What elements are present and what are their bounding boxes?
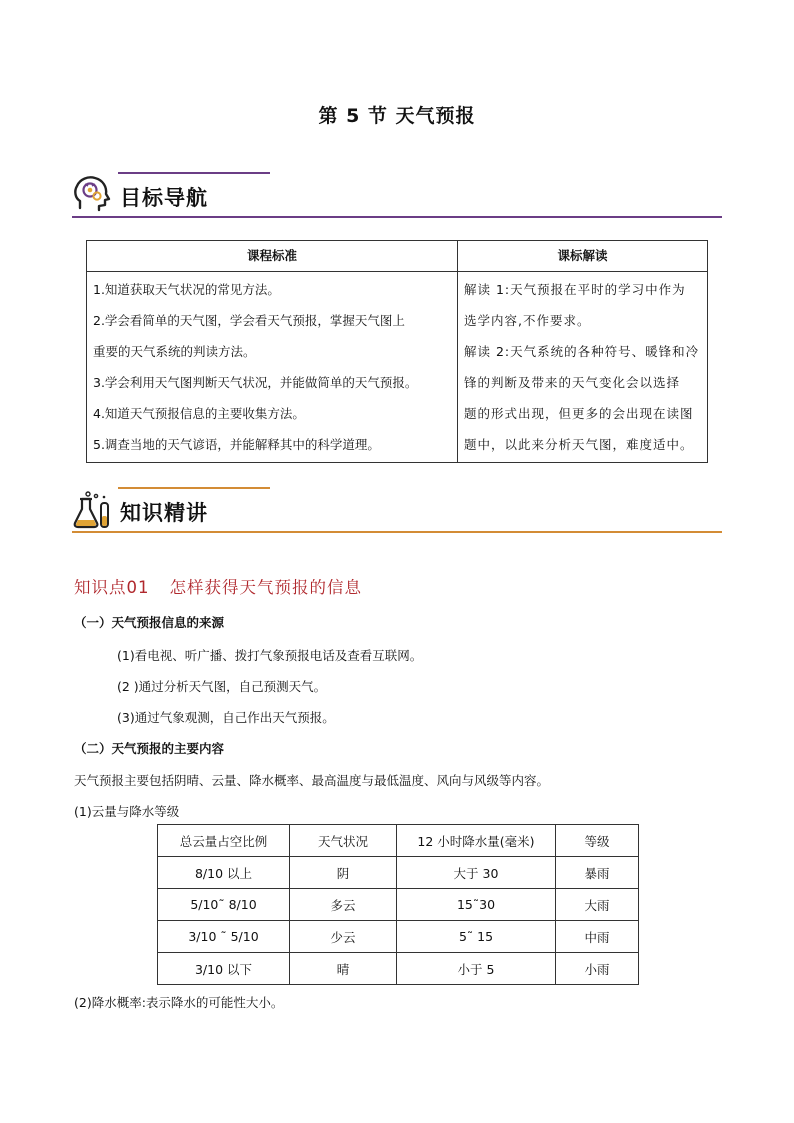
lab-flasks-icon: [72, 489, 112, 529]
table-row: [158, 889, 639, 921]
table-header-cell: 天气状况: [290, 825, 397, 857]
table-row: [158, 857, 639, 889]
table-header-cell: 课标解读: [458, 241, 708, 272]
subheading-content: （二）天气预报的主要内容: [74, 741, 225, 756]
table-cell: 少云: [290, 921, 397, 953]
standard-line: 3.学会利用天气图判断天气状况，并能做简单的天气预报。: [93, 375, 418, 390]
table-cell: 中雨: [556, 921, 639, 953]
section-header-knowledge: [72, 487, 722, 533]
section-top-rule: [118, 172, 270, 174]
table-header-cell: 课程标准: [87, 241, 458, 272]
standard-line: 2.学会看简单的天气图，学会看天气预报，掌握天气图上: [93, 313, 405, 328]
interpretation-line: 解读 1:天气预报在平时的学习中作为: [464, 282, 686, 297]
section-bottom-rule: [72, 531, 722, 533]
section-label: 知识精讲: [120, 501, 208, 525]
list-item: (2 )通过分析天气图，自己预测天气。: [117, 679, 327, 694]
table-cell: 15˜30: [397, 889, 556, 921]
paragraph: (2)降水概率:表示降水的可能性大小。: [74, 995, 284, 1010]
knowledge-point-title: [74, 574, 362, 598]
subheading-sources: （一）天气预报信息的来源: [74, 615, 225, 630]
table-cell: 阴: [290, 857, 397, 889]
table-cell: 3/10 以下: [158, 953, 290, 985]
list-item: (3)通过气象观测，自己作出天气预报。: [117, 710, 335, 725]
interpretation-line: 题中，以此来分析天气图，难度适中。: [464, 437, 694, 452]
table-cell: 多云: [290, 889, 397, 921]
cloud-precipitation-table: [157, 824, 639, 985]
standard-line: 4.知道天气预报信息的主要收集方法。: [93, 406, 305, 421]
section-top-rule: [118, 487, 270, 489]
standards-cell: [87, 272, 458, 463]
table-header-cell: 等级: [556, 825, 639, 857]
section-label: 目标导航: [120, 186, 208, 210]
head-gears-icon: [72, 174, 112, 214]
paragraph: 天气预报主要包括阴晴、云量、降水概率、最高温度与最低温度、风向与风级等内容。: [74, 773, 550, 788]
interpretation-line: 题的形式出现，但更多的会出现在读图: [464, 406, 694, 421]
table-cell: 大雨: [556, 889, 639, 921]
table-cell: 小雨: [556, 953, 639, 985]
section-header-nav: [72, 172, 722, 218]
interpretation-line: 解读 2:天气系统的各种符号、暖锋和冷: [464, 344, 700, 359]
table-cell: 5/10˜ 8/10: [158, 889, 290, 921]
table-header-row: [158, 825, 639, 857]
table-cell: 小于 5: [397, 953, 556, 985]
standard-line: 5.调查当地的天气谚语，并能解释其中的科学道理。: [93, 437, 380, 452]
table-row: [87, 272, 708, 463]
table-row: [158, 953, 639, 985]
knowledge-point-label: 知识点01: [74, 578, 150, 597]
curriculum-standards-table: [86, 240, 708, 463]
table-cell: 5˜ 15: [397, 921, 556, 953]
list-item: (1)看电视、听广播、拨打气象预报电话及查看互联网。: [117, 648, 423, 663]
page-title: 第 5 节 天气预报: [318, 105, 476, 127]
table-cell: 大于 30: [397, 857, 556, 889]
interpretation-line: 选学内容,不作要求。: [464, 313, 591, 328]
interpretation-cell: [458, 272, 708, 463]
table-cell: 8/10 以上: [158, 857, 290, 889]
interpretation-line: 锋的判断及带来的天气变化会以选择: [464, 375, 681, 390]
standard-line: 重要的天气系统的判读方法。: [93, 344, 256, 359]
standard-line: 1.知道获取天气状况的常见方法。: [93, 282, 280, 297]
knowledge-point-heading: 怎样获得天气预报的信息: [169, 578, 362, 597]
table-header-cell: 总云量占空比例: [158, 825, 290, 857]
paragraph: (1)云量与降水等级: [74, 804, 180, 819]
section-bottom-rule: [72, 216, 722, 218]
table-cell: 暴雨: [556, 857, 639, 889]
table-header-cell: 12 小时降水量(毫米): [397, 825, 556, 857]
table-header-row: [87, 241, 708, 272]
table-cell: 3/10 ˜ 5/10: [158, 921, 290, 953]
table-cell: 晴: [290, 953, 397, 985]
table-row: [158, 921, 639, 953]
